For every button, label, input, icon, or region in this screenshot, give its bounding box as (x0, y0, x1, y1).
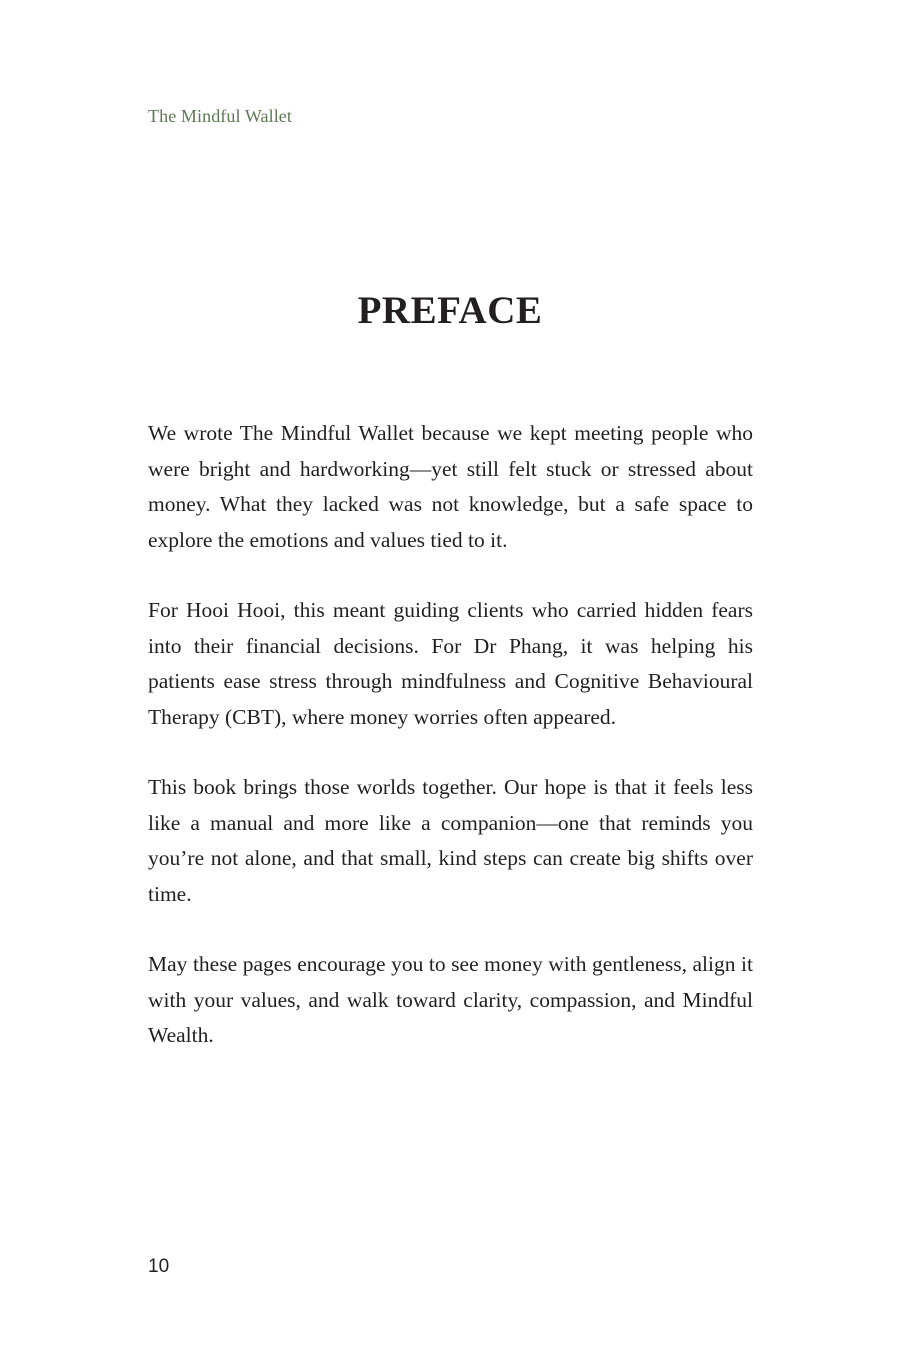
running-header: The Mindful Wallet (148, 106, 292, 126)
paragraph-4: May these pages encourage you to see money with gentleness, align it with your values, and walk toward clarity, compassion, and Mindful Wealth. (148, 952, 753, 1047)
paragraph-3: This book brings those worlds together. Our hope is that it feels less like a manual and more like a companion—one that reminds you you’re not alone, and that small, kind steps can create big shifts over time. (148, 775, 753, 906)
paragraph-1: We wrote The Mindful Wallet because we kept meeting people who were bright and hardworking—yet still felt stuck or stressed about money. What they lacked was not knowledge, but a safe space to explore the emotions and values tied to it. (148, 421, 753, 552)
preface-body (148, 416, 753, 1089)
chapter-title: PREFACE (357, 289, 543, 333)
paragraph-2: For Hooi Hooi, this meant guiding clients who carried hidden fears into their financial decisions. For Dr Phang, it was helping his patients ease stress through mindfulness and Cognitive Behavioural Therapy (CBT), where money worries often appeared. (148, 598, 753, 729)
page-number: 10 (148, 1256, 170, 1277)
